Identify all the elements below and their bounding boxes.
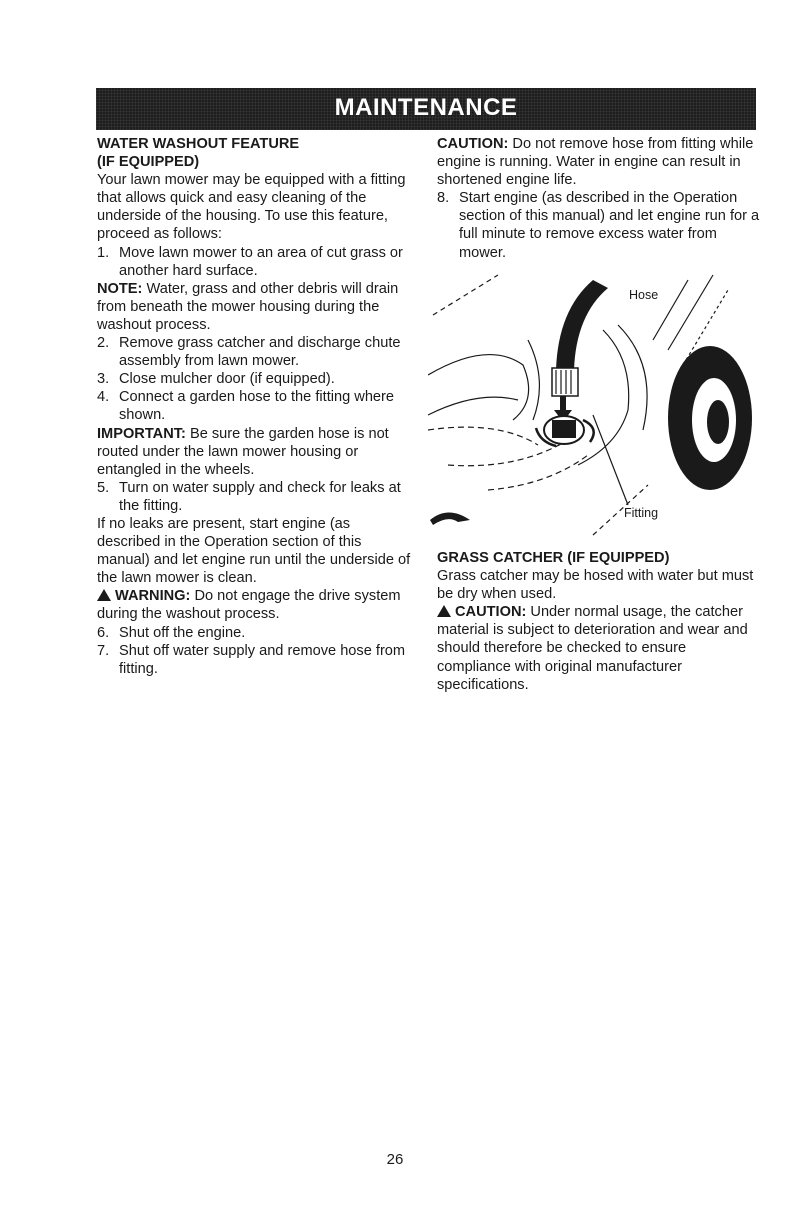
grass-catcher-text: Grass catcher may be hosed with water but must be dry when used.	[437, 568, 754, 603]
washout-heading: WATER WASHOUT FEATURE	[97, 136, 300, 152]
grass-catcher-section	[437, 549, 762, 694]
hose-fitting-illustration	[428, 270, 758, 542]
note-paragraph: NOTE: Water, grass and other debris will drain from beneath the mower housing during the washout process.	[97, 280, 399, 333]
important-paragraph: IMPORTANT: Be sure the garden hose is not routed under the lawn mower housing or entangled in the wheels.	[97, 425, 389, 478]
grass-catcher-heading: GRASS CATCHER (IF EQUIPPED)	[437, 550, 670, 566]
fitting-label: Fitting	[624, 506, 659, 520]
caution-paragraph: CAUTION: Do not remove hose from fitting while engine is running. Water in engine can result in shortened engine life.	[437, 136, 754, 189]
list-item: 7. Shut off water supply and remove hose from fitting.	[97, 642, 406, 677]
section-title: MAINTENANCE	[334, 94, 518, 121]
caution2-paragraph: CAUTION: Under normal usage, the catcher material is subject to deterioration and wear and should therefore be checked to ensure compliance with original manufacturer specifications.	[437, 604, 748, 693]
list-item: 2. Remove grass catcher and discharge chute assembly from lawn mower.	[97, 335, 401, 370]
page-number: 26	[386, 1151, 404, 1168]
section-banner	[96, 88, 756, 130]
start-engine-paragraph: If no leaks are present, start engine (as described in the Operation section of this manual) and let engine run until the underside of the lawn mower is clean.	[97, 515, 411, 587]
list-item: 3. Close mulcher door (if equipped).	[97, 371, 335, 388]
washout-subheading: (IF EQUIPPED)	[97, 154, 200, 171]
left-column	[97, 135, 417, 678]
list-item: 5. Turn on water supply and check for leaks at the fitting.	[97, 479, 401, 514]
list-item: 1. Move lawn mower to an area of cut grass or another hard surface.	[97, 244, 403, 279]
list-item: 8. Start engine (as described in the Operation section of this manual) and let engine run for a full minute to remove excess water from mower.	[437, 190, 760, 261]
list-item: 4. Connect a garden hose to the fitting where shown.	[97, 389, 395, 424]
washout-intro: Your lawn mower may be equipped with a fitting that allows quick and easy cleaning of the underside of the housing. To use this feature, proceed as follows:	[97, 172, 406, 243]
warning-paragraph: WARNING: Do not engage the drive system during the washout process.	[97, 588, 401, 623]
mower-drawing	[428, 270, 758, 542]
warning-icon	[97, 589, 111, 601]
list-item: 6. Shut off the engine.	[97, 624, 246, 641]
hose-label: Hose	[629, 288, 659, 302]
caution-icon	[437, 605, 451, 617]
right-column	[437, 135, 762, 262]
